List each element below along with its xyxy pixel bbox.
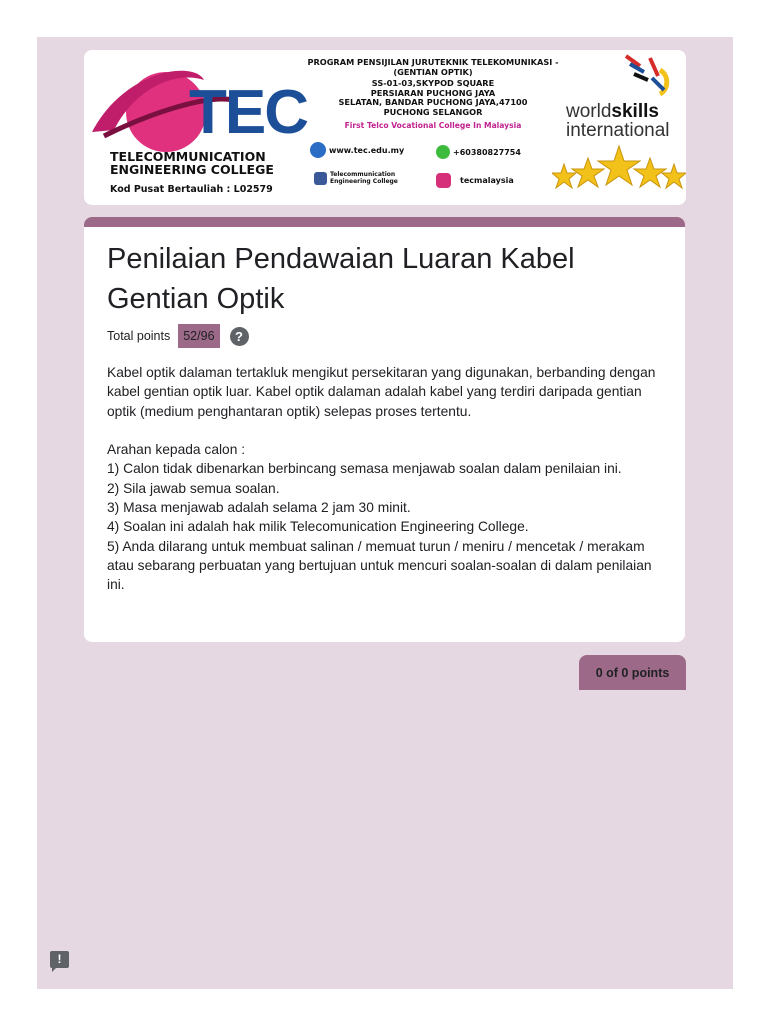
instagram-contact: tecmalaysia: [436, 173, 514, 188]
total-points-row: [107, 324, 249, 348]
address-block: PROGRAM PENSIJILAN JURUTEKNIK TELEKOMUNIKASI - (GENTIAN OPTIK) SS-01-03,SKYPOD SQUARE PERSIARAN PUCHONG JAYA SELATAN, BANDAR PUCHONG JAYA,47100 PUCHONG SELANGOR First Telco Vocational College In Malaysia: [298, 58, 568, 130]
form-header-card: [84, 217, 685, 642]
form-title: Penilaian Pendawaian Luaran Kabel Gentian Optik: [107, 243, 575, 315]
center-code: Kod Pusat Bertauliah : L02579: [110, 184, 273, 195]
phone-icon: [436, 145, 450, 159]
college-name: TELECOMMUNICATION ENGINEERING COLLEGE: [110, 149, 274, 177]
phone-contact: +60380827754: [436, 145, 521, 159]
facebook-contact: Telecommunication Engineering College: [314, 171, 398, 185]
website-contact: www.tec.edu.my: [310, 142, 404, 158]
worldskills-logo-icon: [620, 50, 680, 104]
instagram-icon: [436, 173, 451, 188]
report-feedback-icon[interactable]: !: [50, 951, 69, 968]
total-points-label: Total points: [107, 329, 171, 343]
help-icon[interactable]: ?: [230, 327, 249, 346]
card-accent-bar: [84, 217, 685, 227]
stars-icon: [552, 142, 686, 194]
worldskills-wordmark: worldskills international: [566, 101, 670, 141]
tagline: First Telco Vocational College In Malaysia: [344, 120, 522, 130]
section-score-badge: 0 of 0 points: [579, 655, 686, 690]
facebook-icon: [314, 172, 327, 185]
globe-icon: [310, 142, 326, 158]
form-description: Kabel optik dalaman tertakluk mengikut persekitaran yang digunakan, berbanding dengan kabel gentian optik luar. Kabel optik dalaman adalah kabel yang terdiri daripada gentian optik (medium penghantaran optik) selepas proses tertentu. Arahan kepada calon : 1) Calon tidak dibenarkan berbincang semasa menjawab soalan dalam penilaian ini. 2) Sila jawab semua soalan. 3) Masa menjawab adalah selama 2 jam 30 minit. 4) Soalan ini adalah hak milik Telecomunication Engineering College. 5) Anda dilarang untuk membuat salinan / memuat turun / meniru / mencetak / merakam atau sebarang perbuatan yang bertujuan untuk mencuri soalan-soalan di dalam penilaian ini.: [107, 365, 656, 593]
header-banner-image: [84, 50, 686, 205]
tec-logo-text: TEC: [189, 78, 307, 147]
total-points-badge: 52/96: [178, 324, 219, 348]
